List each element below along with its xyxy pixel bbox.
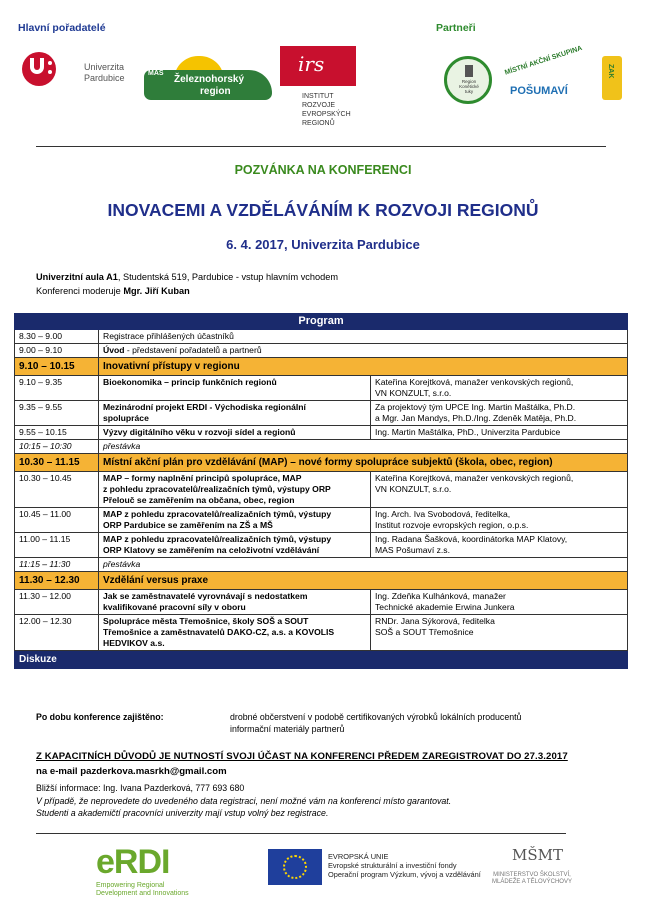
row-subject: Bioekonomika – princip funkčních regionů — [99, 376, 371, 401]
break-row — [15, 440, 628, 454]
erdi-logo — [96, 843, 206, 895]
break-label: přestávka — [99, 440, 628, 454]
break-time: 11:15 – 11:30 — [15, 558, 99, 572]
irs-mark-text: irs — [298, 52, 325, 76]
table-row — [15, 376, 628, 401]
break-row — [15, 558, 628, 572]
upa-logo — [22, 50, 132, 96]
section-title: Inovativní přístupy v regionu — [99, 358, 628, 376]
table-row — [15, 590, 628, 615]
row-subject: MAP z pohledu zpracovatelů/realizačních týmů, výstupy ORP Pardubice se zaměřením na ZŠ a MŠ — [99, 508, 371, 533]
irs-line4: REGIONŮ — [302, 120, 335, 127]
msmt-logo — [492, 846, 572, 894]
partners-label: Partneři — [436, 22, 476, 34]
msmt-mark: MŠMT — [512, 846, 563, 864]
eu-flag-icon — [268, 849, 322, 885]
row-time: 12.00 – 12.30 — [15, 615, 99, 651]
section-title: Vzdělání versus praxe — [99, 572, 628, 590]
mas-line2: region — [200, 86, 231, 97]
conference-title: INOVACEMI A VZDĚLÁVÁNÍM K ROZVOJI REGIONŮ — [107, 200, 539, 220]
table-row — [15, 472, 628, 508]
provision-line2: informační materiály partnerů — [230, 724, 345, 734]
irs-line3: EVROPSKÝCH — [302, 111, 351, 118]
date-place: 6. 4. 2017, Univerzita Pardubice — [226, 237, 420, 252]
row-subject: Mezinárodní projekt ERDI - Východiska regionální spolupráce — [99, 401, 371, 426]
row-subject-bold: Úvod — [103, 345, 125, 355]
program-table — [14, 313, 628, 669]
row-speaker: Kateřina Korejtková, manažer venkovských regionů, VN KONZULT, s.r.o. — [371, 376, 628, 401]
registration-note2: Studenti a akademičtí pracovníci univerzity mají vstup volný bez registrace. — [36, 808, 329, 818]
organizers-label: Hlavní pořadatelé — [18, 22, 106, 34]
kp-line3: tuky — [464, 89, 474, 94]
mas-small: MAS — [148, 70, 164, 77]
section-time: 10.30 – 11.15 — [15, 454, 99, 472]
row-time: 9.55 – 10.15 — [15, 426, 99, 440]
erdi-wordmark: eRDI — [96, 843, 170, 881]
upa-line2: Pardubice — [84, 73, 125, 83]
eu-line1: EVROPSKÁ UNIE — [328, 852, 389, 861]
row-subject-rest: - představení pořadatelů a partnerů — [124, 345, 262, 355]
upa-emblem-icon — [22, 52, 56, 86]
row-subject: MAP – formy naplnění principů spolupráce, MAP z pohledu zpracovatelů/realizačních týmů, výstupy ORP Přelouč se zaměřením na občana, obec, region — [99, 472, 371, 508]
provision-line1: drobné občerstvení v podobě certifikovaných výrobků lokálních producentů — [230, 712, 522, 722]
row-speaker: Ing. Arch. Iva Svobodová, ředitelka, Institut rozvoje evropských region, o.p.s. — [371, 508, 628, 533]
registration-note1: V případě, že neprovedete do uvedeného data registraci, není možné vám na konferenci místo garantovat. — [36, 796, 452, 806]
row-speaker: Ing. Zdeňka Kulhánková, manažer Technické akademie Erwina Junkera — [371, 590, 628, 615]
konetice-logo — [444, 56, 492, 104]
section-title: Místní akční plán pro vzdělávání (MAP) – nové formy spolupráce subjektů (škola, obec, region) — [99, 454, 628, 472]
irs-mark-icon — [280, 46, 356, 86]
break-time: 10:15 – 10:30 — [15, 440, 99, 454]
irs-line1: INSTITUT — [302, 93, 334, 100]
section-row — [15, 572, 628, 590]
provision-label: Po dobu konference zajištěno: — [36, 712, 164, 722]
msmt-line2: MLÁDEŽE A TĚLOVÝCHOVY — [492, 879, 572, 885]
kp-line2: Konětické — [459, 84, 479, 89]
row-time: 10.30 – 10.45 — [15, 472, 99, 508]
section-time: 11.30 – 12.30 — [15, 572, 99, 590]
program-heading: Program — [15, 314, 628, 330]
table-row — [15, 344, 628, 358]
row-time: 10.45 – 11.00 — [15, 508, 99, 533]
table-row — [15, 330, 628, 344]
kp-line1: Region — [461, 79, 477, 84]
erdi-sub1: Empowering Regional — [96, 882, 165, 889]
irs-line2: ROZVOJE — [302, 102, 336, 109]
table-row — [15, 426, 628, 440]
row-time: 9.00 – 9.10 — [15, 344, 99, 358]
header-divider — [36, 146, 606, 147]
row-subject: MAP z pohledu zpracovatelů/realizačních týmů, výstupy ORP Klatovy se zaměřením na celoživotní vzdělávání — [99, 533, 371, 558]
row-speaker: RNDr. Jana Sýkorová, ředitelka SOŠ a SOUT Třemošnice — [371, 615, 628, 651]
moderator-name: Mgr. Jiří Kuban — [123, 286, 190, 296]
row-time: 8.30 – 9.00 — [15, 330, 99, 344]
map-line2: POŠUMAVÍ — [510, 85, 568, 97]
upa-line1: Univerzita — [84, 62, 125, 72]
row-subject: Výzvy digitálního věku v rozvoji sídel a regionů — [99, 426, 371, 440]
row-speaker: Za projektový tým UPCE Ing. Martin Maštálka, Ph.D. a Mgr. Jan Mandys, Ph.D./Ing. Zdeněk Matěja, Ph.D. — [371, 401, 628, 426]
eu-line3: Operační program Výzkum, vývoj a vzdělávání — [328, 870, 481, 879]
table-row — [15, 508, 628, 533]
mas-zr-logo — [144, 56, 272, 102]
venue-line — [36, 270, 338, 284]
section-time: 9.10 – 10.15 — [15, 358, 99, 376]
row-time: 11.00 – 11.15 — [15, 533, 99, 558]
mas-posumavi-logo — [500, 44, 628, 102]
eu-line2: Evropské strukturální a investiční fondy — [328, 861, 457, 870]
mas-line1: Železnohorský — [174, 74, 245, 85]
row-speaker: Kateřina Korejtková, manažer venkovských regionů, VN KONZULT, s.r.o. — [371, 472, 628, 508]
registration-notice: Z KAPACITNÍCH DŮVODŮ JE NUTNOSTÍ SVOJI ÚČAST NA KONFERENCI PŘEDEM ZAREGISTROVAT DO 27.3.2017 — [36, 751, 568, 762]
msmt-line1: MINISTERSTVO ŠKOLSTVÍ, — [493, 872, 571, 878]
section-row — [15, 358, 628, 376]
registration-email[interactable]: na e-mail pazderkova.masrkh@gmail.com — [36, 766, 227, 777]
table-row — [15, 615, 628, 651]
row-subject: Jak se zaměstnavatelé vyrovnávají s nedostatkem kvalifikované pracovní síly v oboru — [99, 590, 371, 615]
row-time: 9.35 – 9.55 — [15, 401, 99, 426]
footer-divider — [36, 833, 566, 834]
table-row — [15, 401, 628, 426]
irs-logo — [280, 46, 360, 140]
map-side: ZAK — [607, 64, 614, 79]
discussion-row — [15, 651, 628, 669]
row-speaker: Ing. Martin Maštálka, PhD., Univerzita Pardubice — [371, 426, 628, 440]
map-line1: MÍSTNÍ AKČNÍ SKUPINA — [504, 44, 584, 77]
moderator-line — [36, 284, 190, 298]
row-speaker: Ing. Radana Šašková, koordinátorka MAP Klatovy, MAS Pošumaví z.s. — [371, 533, 628, 558]
discussion-label: Diskuze — [15, 651, 628, 669]
venue-bold: Univerzitní aula A1 — [36, 272, 118, 282]
posumavi-flag-icon — [602, 56, 622, 100]
row-subject: Registrace přihlášených účastníků — [99, 330, 628, 344]
section-row — [15, 454, 628, 472]
table-row — [15, 533, 628, 558]
contact-info: Bližší informace: Ing. Ivana Pazderková, 777 693 680 — [36, 783, 245, 793]
moderator-prefix: Konferenci moderuje — [36, 286, 124, 296]
church-icon — [465, 65, 473, 77]
venue-rest: , Studentská 519, Pardubice - vstup hlavním vchodem — [117, 272, 338, 282]
erdi-sub2: Development and Innovations — [96, 890, 189, 897]
row-subject — [99, 344, 628, 358]
row-time: 11.30 – 12.00 — [15, 590, 99, 615]
invite-kicker: POZVÁNKA NA KONFERENCI — [234, 163, 412, 177]
row-subject: Spolupráce města Třemošnice, školy SOŠ a SOUT Třemošnice a zaměstnavatelů DAKO-CZ, a.s. a KOVOLIS HEDVIKOV a.s. — [99, 615, 371, 651]
break-label: přestávka — [99, 558, 628, 572]
row-time: 9.10 – 9.35 — [15, 376, 99, 401]
